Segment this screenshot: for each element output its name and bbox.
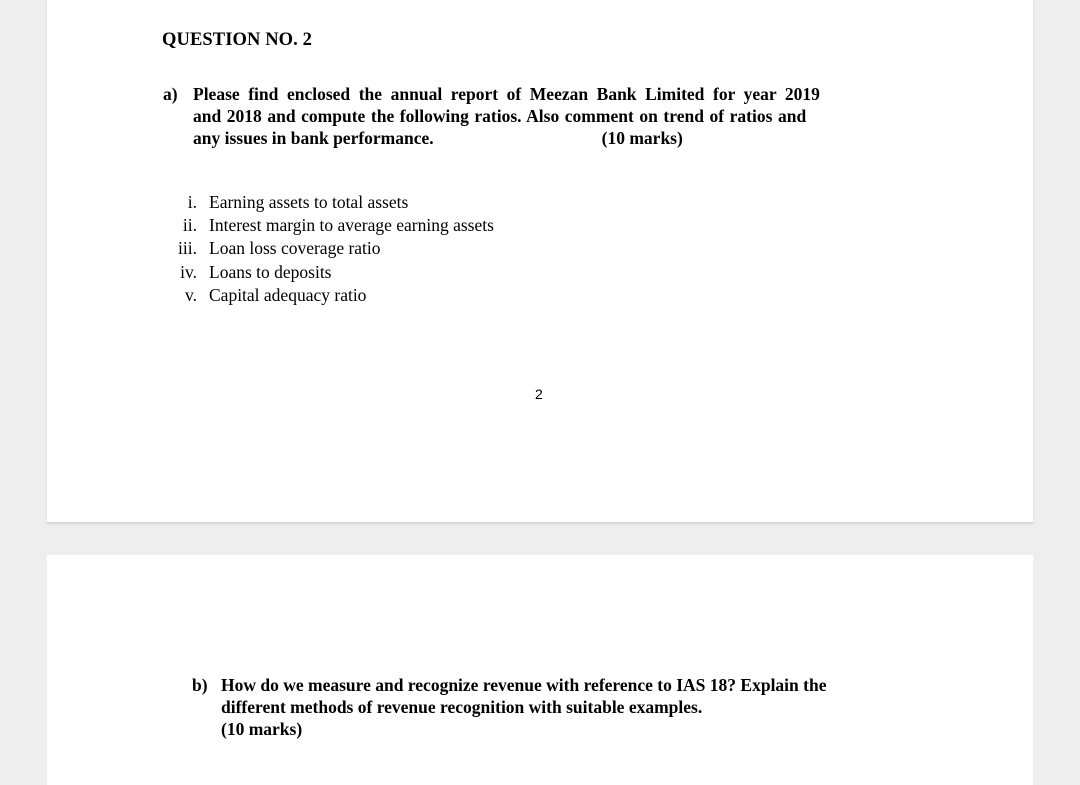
list-item xyxy=(167,237,494,260)
question-title: QUESTION NO. 2 xyxy=(162,30,312,50)
ratio-list xyxy=(167,191,494,307)
list-item xyxy=(167,261,494,284)
document-page-1 xyxy=(47,0,1033,522)
page-number: 2 xyxy=(535,386,543,402)
part-a-line-1 xyxy=(193,83,898,105)
list-item-number: v. xyxy=(185,284,197,305)
part-a-line-2 xyxy=(193,105,898,127)
list-item-text: Loan loss coverage ratio xyxy=(209,238,381,259)
part-a-line-1-text: Please find enclosed the annual report of Meezan Bank Limited for year 2019 xyxy=(193,84,820,104)
list-item-text: Interest margin to average earning assets xyxy=(209,215,494,236)
question-part-a xyxy=(163,83,898,149)
list-item xyxy=(167,284,494,307)
part-b-line-2: different methods of revenue recognition with suitable examples. xyxy=(221,697,703,717)
part-a-label: a) xyxy=(163,84,178,104)
part-a-line-3-text: any issues in bank performance. xyxy=(193,128,434,148)
part-a-marks: (10 marks) xyxy=(601,128,683,148)
document-page-2 xyxy=(47,555,1033,785)
list-item-number: iii. xyxy=(178,238,197,259)
list-item-number: ii. xyxy=(182,215,197,236)
list-item-text: Capital adequacy ratio xyxy=(209,284,367,305)
part-b-line-1: How do we measure and recognize revenue with reference to IAS 18? Explain the xyxy=(221,675,827,695)
part-b-label: b) xyxy=(192,675,208,695)
list-item-number: i. xyxy=(187,192,197,212)
list-item-text: Loans to deposits xyxy=(209,261,332,282)
question-part-b xyxy=(192,674,912,740)
part-b-marks: (10 marks) xyxy=(221,719,303,739)
list-item xyxy=(167,191,494,214)
list-item-text: Earning assets to total assets xyxy=(209,192,409,212)
list-item xyxy=(167,214,494,237)
part-a-line-3 xyxy=(193,127,898,149)
part-a-line-2-text: and 2018 and compute the following ratios. Also comment on trend of ratios and xyxy=(193,106,807,126)
list-item-number: iv. xyxy=(180,261,197,282)
